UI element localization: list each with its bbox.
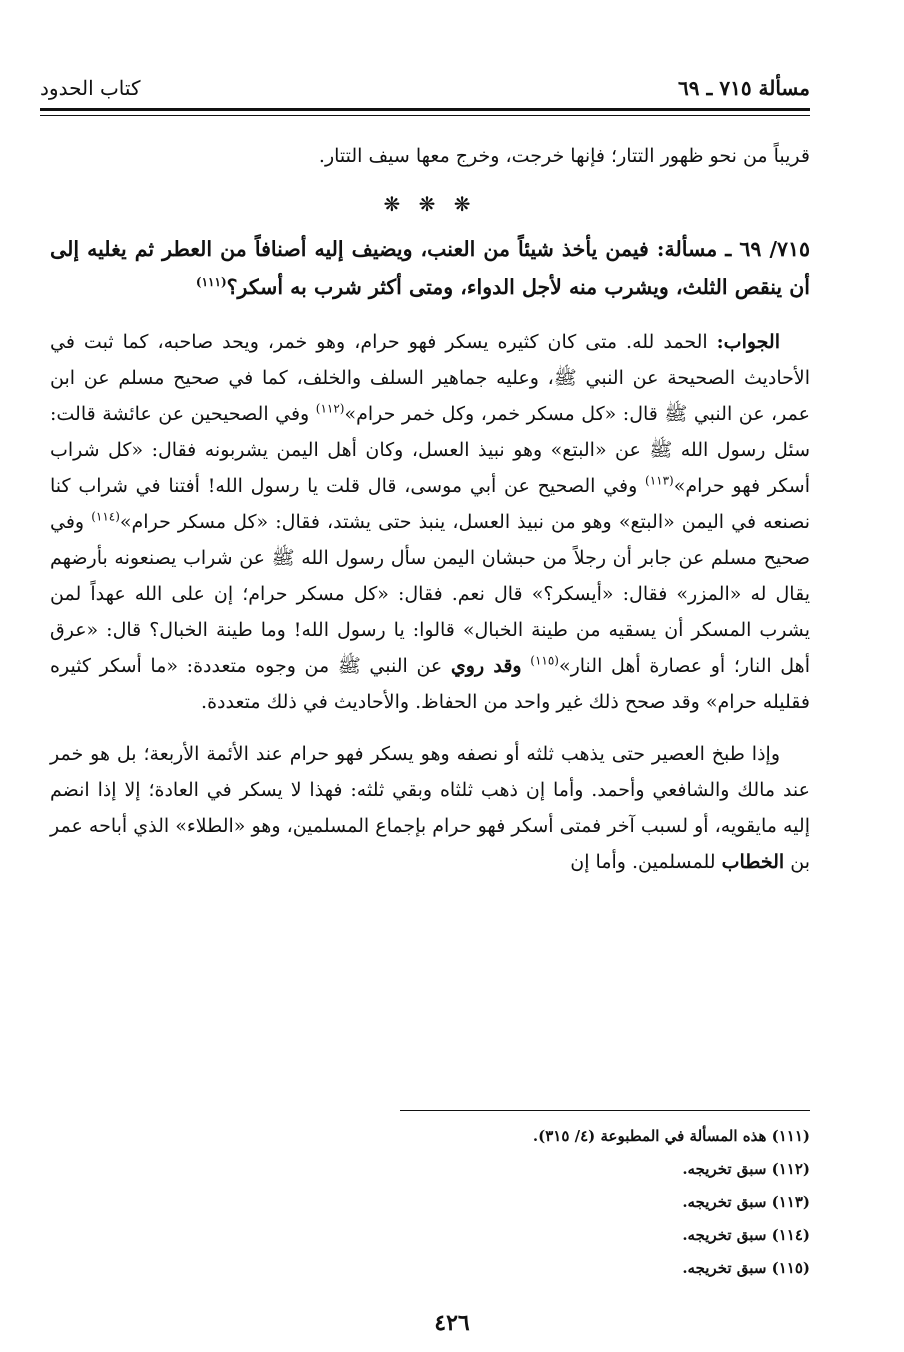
question-paragraph [50, 230, 810, 306]
intro-paragraph: قريباً من نحو ظهور التتار؛ فإنها خرجت، وخرج معها سيف التتار. [318, 145, 810, 167]
footnote-ref-111: (١١١) [195, 275, 227, 290]
answer-label: الجواب: [716, 331, 780, 353]
header-rule-thin [40, 115, 810, 116]
footnote-item: (١١٣) سبق تخريجه. [682, 1193, 810, 1211]
answer-text-5-bold: وقد روي [450, 655, 522, 677]
footnote-rule [400, 1110, 810, 1111]
section-separator: ❋ ❋ ❋ [383, 192, 477, 216]
footnote-ref-113: (١١٣) [645, 473, 674, 488]
footnote-item: (١١٤) سبق تخريجه. [682, 1226, 810, 1244]
second-paragraph-bold-name: الخطاب [721, 851, 785, 873]
footnote-ref-114: (١١٤) [91, 509, 120, 524]
answer-text-5: عن النبي ﷺ من وجوه متعددة: «ما أسكر كثيره فقليله حرام» وقد صحح ذلك غير واحد من الحفاظ. والأحاديث في ذلك متعددة. [50, 655, 810, 713]
page-header [40, 70, 810, 100]
header-rule-thick [40, 108, 810, 111]
answer-text-2: وفي الصحيحين عن عائشة قالت: سئل رسول الله ﷺ عن «البتع» وهو نبيذ العسل، وكان أهل اليمن يشربونه فقال: «كل شراب أسكر فهو حرام» [50, 403, 810, 497]
question-number: ٧١٥/ ٦٩ ـ مسألة: [656, 237, 810, 261]
main-content [50, 138, 810, 880]
second-paragraph-text-1: وإذا طبخ العصير حتى يذهب ثلثه أو نصفه وهو يسكر فهو حرام عند الأئمة الأربعة؛ بل هو خمر عند مالك والشافعي وأحمد. وأما إن ذهب ثلثاه وبقي ثلثه: فهذا لا يسكر في العادة؛ إلا إذا انضم إليه مايقويه، أو لسبب آخر فمتى أسكر فهو حرام بإجماع المسلمين، وهو «الطلاء» الذي أباحه عمر بن [50, 743, 810, 873]
answer-text-4: وفي صحيح مسلم عن جابر أن رجلاً من حبشان اليمن سأل رسول الله ﷺ عن شراب يصنعونه بأرضهم يقال له «المزر» فقال: «أيسكر؟» قال نعم. فقال: «كل مسكر حرام؛ إن على الله عهداً لمن يشرب المسكر أن يسقيه من طينة الخبال» قالوا: يا رسول الله! وما طينة الخبال؟ قال: «عرق أهل النار؛ أو عصارة أهل النار» [50, 511, 810, 677]
footnotes [400, 1120, 810, 1285]
answer-text-3: وفي الصحيح عن أبي موسى، قال قلت يا رسول الله! أفتنا في شراب كنا نصنعه في اليمن «البتع» وهو من نبيذ العسل، ينبذ حتى يشتد، فقال: «كل مسكر حرام» [50, 475, 810, 533]
answer-text-1: الحمد لله. متى كان كثيره يسكر فهو حرام، وهو خمر، ويحد صاحبه، كما ثبت في الأحاديث الصحيحة عن النبي ﷺ، وعليه جماهير السلف والخلف، كما في صحيح مسلم عن ابن عمر، عن النبي ﷺ قال: «كل مسكر خمر، وكل خمر حرام» [50, 331, 810, 425]
footnote-ref-112: (١١٢) [315, 401, 345, 416]
answer-paragraph [50, 324, 810, 720]
second-paragraph-text-2: للمسلمين. وأما إن [570, 851, 716, 873]
page-number: ٤٢٦ [434, 1310, 470, 1336]
question-text: فيمن يأخذ شيئاً من العنب، ويضيف إليه أصنافاً من العطر ثم يغليه إلى أن ينقص الثلث، ويشرب منه لأجل الدواء، ومتى أكثر شرب به أسكر؟ [50, 237, 810, 299]
second-paragraph [50, 736, 810, 880]
header-issue-number: مسألة ٧١٥ ـ ٦٩ [678, 76, 810, 100]
footnote-item: (١١٥) سبق تخريجه. [682, 1259, 810, 1277]
footnote-item: (١١١) هذه المسألة في المطبوعة (٤/ ٣١٥). [532, 1127, 810, 1145]
footnote-item: (١١٢) سبق تخريجه. [682, 1160, 810, 1178]
footnote-ref-115: (١١٥) [530, 653, 559, 668]
header-book-title: كتاب الحدود [40, 76, 141, 100]
